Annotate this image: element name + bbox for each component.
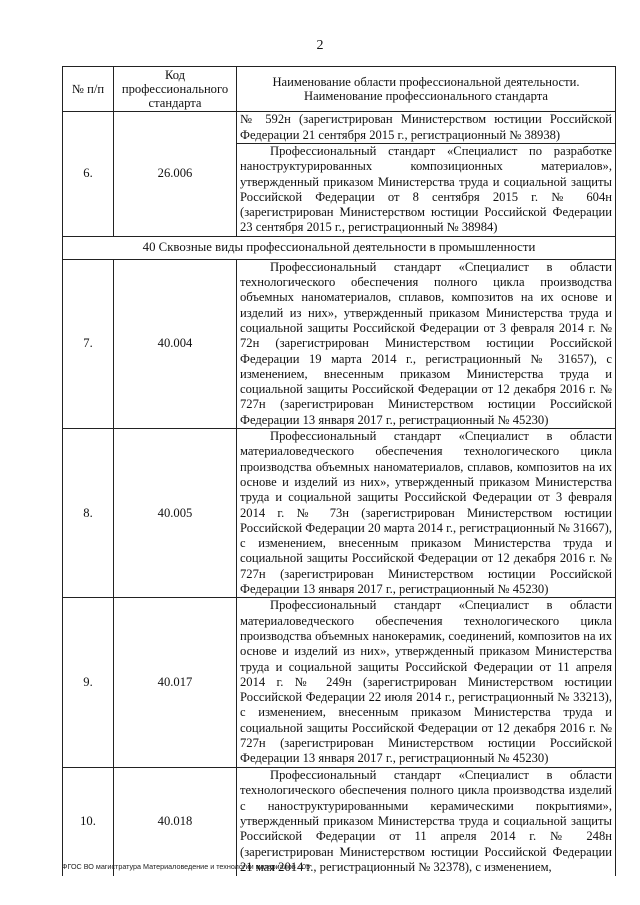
- header-code: Код профессионального стандарта: [114, 67, 237, 112]
- header-name-line2: Наименование профессионального стандарта: [304, 89, 548, 103]
- table-row: [63, 112, 616, 144]
- row-text: [237, 259, 616, 428]
- row-code: 40.004: [114, 259, 237, 428]
- table-row: [63, 598, 616, 767]
- row-text: [237, 429, 616, 598]
- page-footer: ФГОС ВО магистратура Материаловедение и технологии материалов - 05: [62, 862, 311, 871]
- row-number: 9.: [63, 598, 114, 767]
- table-row: [63, 259, 616, 428]
- table-header-row: [63, 67, 616, 112]
- row-code: 40.018: [114, 767, 237, 876]
- row-number: 8.: [63, 429, 114, 598]
- row-text-content: Профессиональный стандарт «Специалист в области технологического обеспечения полного цикла производства изделий с наноструктурированными керамическими покрытиями», утвержденный приказом Министерства труда и социальной защиты Российской Федерации от 11 апреля 2014 г. № 248н (зарегистрирован Министерством юстиции Российской Федерации 21 мая 2014 г., регистрационный № 32378), с изменением,: [240, 768, 612, 874]
- row-number: 7.: [63, 259, 114, 428]
- table-row: [63, 429, 616, 598]
- row-code: 26.006: [114, 112, 237, 237]
- row-number: 6.: [63, 112, 114, 237]
- row-text-content: Профессиональный стандарт «Специалист в области материаловедческого обеспечения технологического цикла производства объемных нанокерамик, соединений, композитов на их основе и изделий из них», утвержденный приказом Министерства труда и социальной защиты Российской Федерации от 11 апреля 2014 г. № 249н (зарегистрирован Министерством юстиции Российской Федерации 22 июля 2014 г., регистрационный № 33213), с изменением, внесенным приказом Министерства труда и социальной защиты Российской Федерации от 12 декабря 2016 г. № 727н (зарегистрирован Министерством юстиции Российской Федерации 13 января 2017 г., регистрационный № 45230): [240, 598, 612, 766]
- row-code: 40.017: [114, 598, 237, 767]
- row-text-content: Профессиональный стандарт «Специалист в области материаловедческого обеспечения технологического цикла производства объемных наноматериалов, сплавов, композитов на их основе и изделий из них», утвержденный приказом Министерства труда и социальной защиты Российской Федерации от 3 февраля 2014 г. № 73н (зарегистрирован Министерством юстиции Российской Федерации 20 марта 2014 г., регистрационный № 31667), с изменением, внесенным приказом Министерства труда и социальной защиты Российской Федерации от 12 декабря 2016 г. № 727н (зарегистрирован Министерством юстиции Российской Федерации 13 января 2017 г., регистрационный № 45230): [240, 429, 612, 597]
- row-number: 10.: [63, 767, 114, 876]
- row-text: [237, 144, 616, 237]
- row-text-content: Профессиональный стандарт «Специалист по разработке наноструктурированных композиционных материалов», утвержденный приказом Министерства труда и социальной защиты Российской Федерации от 8 сентября 2015 г. № 604н (зарегистрирован Министерством юстиции Российской Федерации 23 сентября 2015 г., регистрационный № 38984): [240, 144, 612, 235]
- row-text: [237, 767, 616, 876]
- section-row: [63, 236, 616, 259]
- table-row: [63, 767, 616, 876]
- row-text-content: Профессиональный стандарт «Специалист в области технологического обеспечения полного цикла производства объемных наноматериалов, сплавов, композитов на их основе и изделий из них», утвержденный приказом Министерства труда и социальной защиты Российской Федерации от 3 февраля 2014 г. № 72н (зарегистрирован Министерством юстиции Российской Федерации 19 марта 2014 г., регистрационный № 31657), с изменением, внесенным приказом Министерства труда и социальной защиты Российской Федерации от 12 декабря 2016 г. № 727н (зарегистрирован Министерством юстиции Российской Федерации 13 января 2017 г., регистрационный № 45230): [240, 259, 612, 427]
- header-num: № п/п: [63, 67, 114, 112]
- standards-table: [62, 66, 616, 876]
- row-code: 40.005: [114, 429, 237, 598]
- header-name: [237, 67, 616, 112]
- header-name-line1: Наименование области профессиональной деятельности.: [272, 75, 580, 89]
- section-title: 40 Сквозные виды профессиональной деятельности в промышленности: [63, 236, 616, 259]
- row-text: [237, 598, 616, 767]
- continuation-text: № 592н (зарегистрирован Министерством юстиции Российской Федерации 21 сентября 2015 г., регистрационный № 38938): [237, 112, 616, 144]
- page-number: 2: [316, 38, 324, 53]
